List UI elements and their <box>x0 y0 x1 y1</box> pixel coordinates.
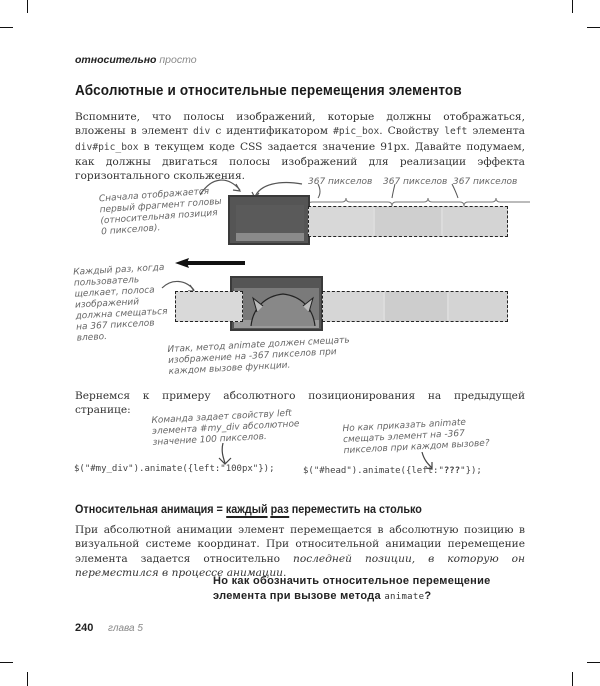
note-animate: Итак, метод animate должен смещать изображение на -367 пикселов при каждом вызове функции. <box>167 335 350 377</box>
text: в текущем коде CSS задается значение 91px. Давайте подумаем, как должны двигаться полосы изображений для реализации эффекта горизонтального скольжения. <box>75 140 525 183</box>
code-absolute: $("#my_div").animate({left:"100px"}); <box>74 464 275 474</box>
width-label: 367 пикселов <box>453 177 518 187</box>
code-inline: animate <box>384 592 425 602</box>
text: . Свойству <box>379 125 445 138</box>
code-part: $("#head").animate({left:" <box>303 466 444 476</box>
text: элемента при вызове метода <box>213 590 385 602</box>
image-strip <box>175 291 243 322</box>
code-inline: #pic_box <box>333 126 380 138</box>
note-relative-question: Но как приказать animate смещать элемент на -367 пикселов при каждом вызове? <box>342 417 490 457</box>
text: Вспомните, что полосы изображений, которые должны отображаться, вложены в элемент <box>75 111 525 138</box>
emphasis: каждый <box>225 502 268 516</box>
relative-paragraph <box>75 523 525 580</box>
italic-text: последней позиции, в которую он переместился в процессе анимации. <box>75 552 526 579</box>
question-line <box>213 589 491 605</box>
text: ? <box>424 590 432 602</box>
running-head-bold: относительно <box>75 54 157 66</box>
question-callout <box>213 574 491 605</box>
page-number: 240 <box>75 622 94 634</box>
emphasis: раз <box>270 502 289 516</box>
question-line: Но как обозначить относительное перемещение <box>213 575 491 587</box>
code-inline: div#pic_box <box>75 141 139 153</box>
width-label: 367 пикселов <box>383 177 448 187</box>
text: переместить на столько <box>288 502 422 516</box>
text: Относительная анимация = <box>75 502 226 516</box>
crop-mark <box>572 672 573 686</box>
crop-mark <box>0 662 13 663</box>
code-part: "}); <box>460 466 482 476</box>
crop-mark <box>587 662 600 663</box>
note-absolute: Команда задает свойству left элемента #my_div абсолютное значение 100 пикселов. <box>151 408 300 448</box>
section-title: Абсолютные и относительные перемещения элементов <box>75 82 462 99</box>
code-inline: left <box>444 126 468 138</box>
image-strip <box>308 206 508 237</box>
running-head <box>75 54 197 66</box>
example-lead: Вернемся к примеру абсолютного позиционирования на предыдущей странице: <box>75 390 525 417</box>
code-placeholder: ??? <box>443 466 461 476</box>
text: элемента <box>467 125 525 138</box>
code-inline: div <box>192 126 211 138</box>
crop-mark <box>587 27 600 28</box>
picture-frame <box>228 195 310 245</box>
note-first-fragment: Сначала отображается первый фрагмент головы (относительная позиция 0 пикселов). <box>98 186 222 238</box>
text: При абсолютной анимации элемент перемещается в абсолютную позицию в визуальной системе координат. При относительной анимации перемещение элемента задается относительно <box>75 524 525 565</box>
chapter-label: глава 5 <box>108 623 143 634</box>
arrow-left-icon <box>175 258 245 268</box>
crop-mark <box>572 0 573 13</box>
code-relative <box>303 466 482 476</box>
running-head-light: просто <box>159 54 197 66</box>
crop-mark <box>27 0 28 13</box>
subsection-title <box>75 502 422 516</box>
text: с идентификатором <box>210 125 334 138</box>
width-label: 367 пикселов <box>308 177 373 187</box>
note-click: Каждый раз, когда пользователь щелкает, полоса изображений должна смещаться на 367 пикселов влево. <box>73 262 168 344</box>
crop-mark <box>27 672 28 686</box>
image-strip <box>322 291 508 322</box>
crop-mark <box>0 27 13 28</box>
head-horns-icon <box>243 290 323 326</box>
